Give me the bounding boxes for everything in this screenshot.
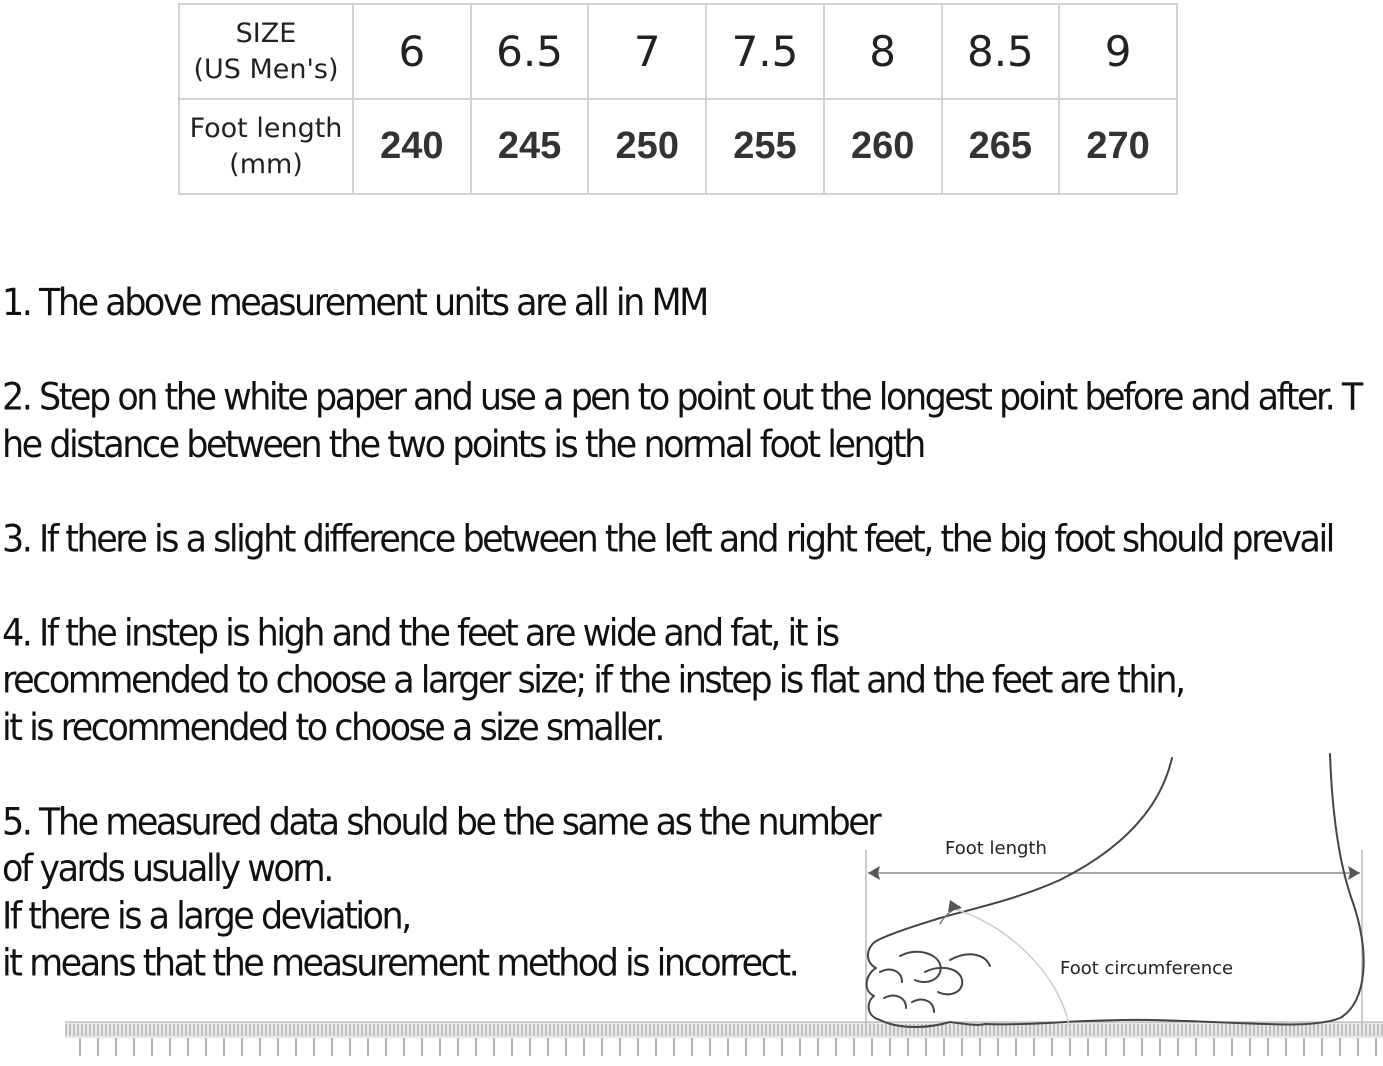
instruction-item: [2, 374, 1377, 468]
foot-length-value: 250: [588, 99, 706, 194]
instruction-line: 1. The above measurement units are all in MM: [2, 282, 707, 325]
instruction-line: he distance between the two points is the normal foot length: [2, 423, 924, 467]
size-header-cell: [179, 4, 353, 99]
foot-length-value: 245: [471, 99, 589, 194]
size-header-sublabel: (US Men's): [193, 53, 339, 85]
size-value: 6.5: [471, 4, 589, 99]
size-header-label: SIZE: [235, 17, 297, 49]
instruction-line: 5. The measured data should be the same as the number: [2, 800, 880, 844]
size-value: 8: [824, 4, 942, 99]
foot-circumference-label: Foot circumference: [1060, 958, 1234, 979]
instruction-line: it means that the measurement method is incorrect.: [2, 942, 798, 985]
foot-measurement-illustration: [0, 740, 1383, 1066]
foot-length-dimension: [866, 850, 1362, 1025]
foot-length-header-label: Foot length: [189, 112, 343, 144]
foot-length-value: 260: [824, 99, 942, 194]
foot-length-header-unit: (mm): [229, 148, 303, 180]
instruction-item: [2, 280, 1377, 327]
foot-circumference-curve: [940, 900, 1070, 1030]
size-value: 7: [588, 4, 706, 99]
foot-length-label: Foot length: [945, 838, 1047, 859]
size-value: 7.5: [706, 4, 824, 99]
size-row: [179, 4, 1177, 99]
foot-length-row: [179, 99, 1177, 194]
size-value: 8.5: [942, 4, 1060, 99]
foot-length-value: 255: [706, 99, 824, 194]
foot-length-header-cell: [179, 99, 353, 194]
foot-length-value: 270: [1059, 99, 1177, 194]
instruction-line: 2. Step on the white paper and use a pen to point out the longest point before and after. T: [2, 376, 1361, 419]
foot-length-value: 265: [942, 99, 1060, 194]
instruction-line: it is recommended to choose a size smaller.: [2, 706, 663, 750]
instruction-item: [2, 516, 1377, 563]
instruction-line: If there is a large deviation,: [2, 895, 410, 938]
size-value: 9: [1059, 4, 1177, 99]
instruction-item: [2, 610, 1377, 752]
instruction-line: 3. If there is a slight difference between the left and right feet, the big foot should prevail: [2, 517, 1333, 561]
size-chart-table: [178, 3, 1178, 195]
instruction-line: of yards usually worn.: [2, 848, 332, 891]
instruction-line: 4. If the instep is high and the feet are wide and fat, it is: [2, 612, 838, 655]
foot-length-value: 240: [353, 99, 471, 194]
instruction-line: recommended to choose a larger size; if the instep is flat and the feet are thin,: [2, 659, 1184, 702]
size-value: 6: [353, 4, 471, 99]
foot-outline: [867, 754, 1364, 1027]
ruler-graphic: [65, 1022, 1383, 1056]
